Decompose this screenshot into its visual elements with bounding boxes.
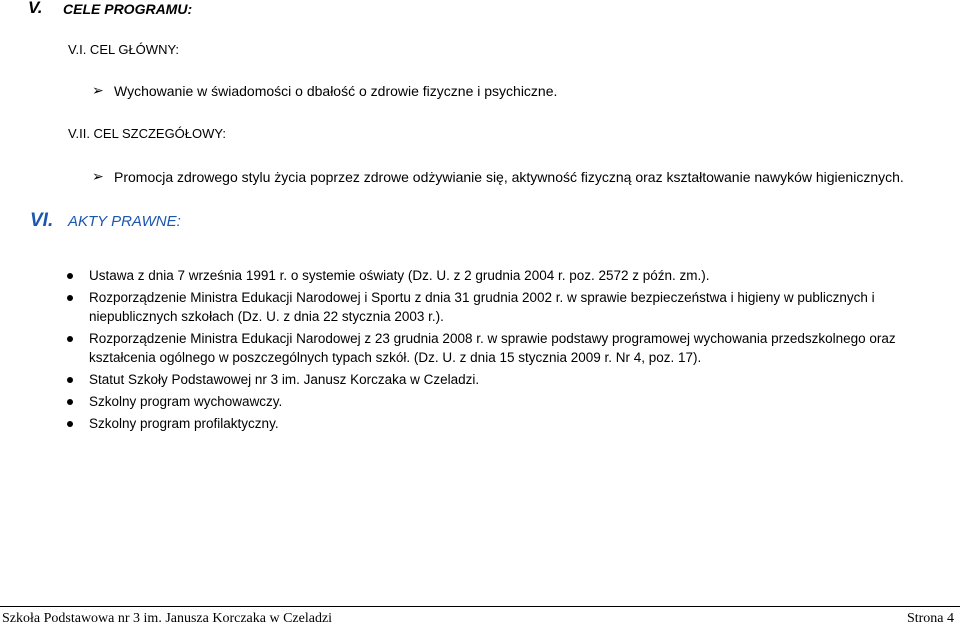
arrow-bullet-icon: ➢ xyxy=(92,168,104,184)
list-item: Szkolny program profilaktyczny. xyxy=(63,414,943,433)
section-v-title: CELE PROGRAMU: xyxy=(63,1,193,17)
list-item: Ustawa z dnia 7 września 1991 r. o systemie oświaty (Dz. U. z 2 grudnia 2004 r. poz. 2572 z późn. zm.). xyxy=(63,266,943,285)
legal-acts-list xyxy=(63,266,943,433)
footer-divider xyxy=(0,606,960,607)
bullet-icon xyxy=(67,336,73,342)
list-item: Statut Szkoły Podstawowej nr 3 im. Janusz Korczaka w Czeladzi. xyxy=(63,370,943,389)
main-goal-item: Wychowanie w świadomości o dbałość o zdrowie fizyczne i psychiczne. xyxy=(114,83,558,99)
section-vi-title: AKTY PRAWNE: xyxy=(68,213,181,230)
section-vi-number: VI. xyxy=(30,210,54,231)
main-goal-heading: V.I. CEL GŁÓWNY: xyxy=(68,42,180,57)
footer-school-name: Szkoła Podstawowa nr 3 im. Janusza Korczaka w Czeladzi xyxy=(2,611,333,626)
list-item: Rozporządzenie Ministra Edukacji Narodowej z 23 grudnia 2008 r. w sprawie podstawy programowej wychowania przedszkolnego oraz kształcenia ogólnego w poszczególnych typach szkół. (Dz. U. z dnia 15 stycznia 2009 r. Nr 4, poz. 17). xyxy=(63,329,943,367)
specific-goal-heading: V.II. CEL SZCZEGÓŁOWY: xyxy=(68,126,226,141)
footer-page-number: Strona 4 xyxy=(906,611,954,626)
bullet-icon xyxy=(67,295,73,301)
bullet-icon xyxy=(67,377,73,383)
bullet-icon xyxy=(67,399,73,405)
section-v-number: V. xyxy=(28,0,43,17)
specific-goal-item: Promocja zdrowego stylu życia poprzez zdrowe odżywianie się, aktywność fizyczną oraz kształtowanie nawyków higienicznych. xyxy=(114,169,904,185)
arrow-bullet-icon: ➢ xyxy=(92,82,104,98)
list-item: Szkolny program wychowawczy. xyxy=(63,392,943,411)
list-item: Rozporządzenie Ministra Edukacji Narodowej i Sportu z dnia 31 grudnia 2002 r. w sprawie bezpieczeństwa i higieny w publicznych i niepublicznych szkołach (Dz. U. z dnia 22 stycznia 2003 r.). xyxy=(63,288,943,326)
bullet-icon xyxy=(67,421,73,427)
bullet-icon xyxy=(67,273,73,279)
